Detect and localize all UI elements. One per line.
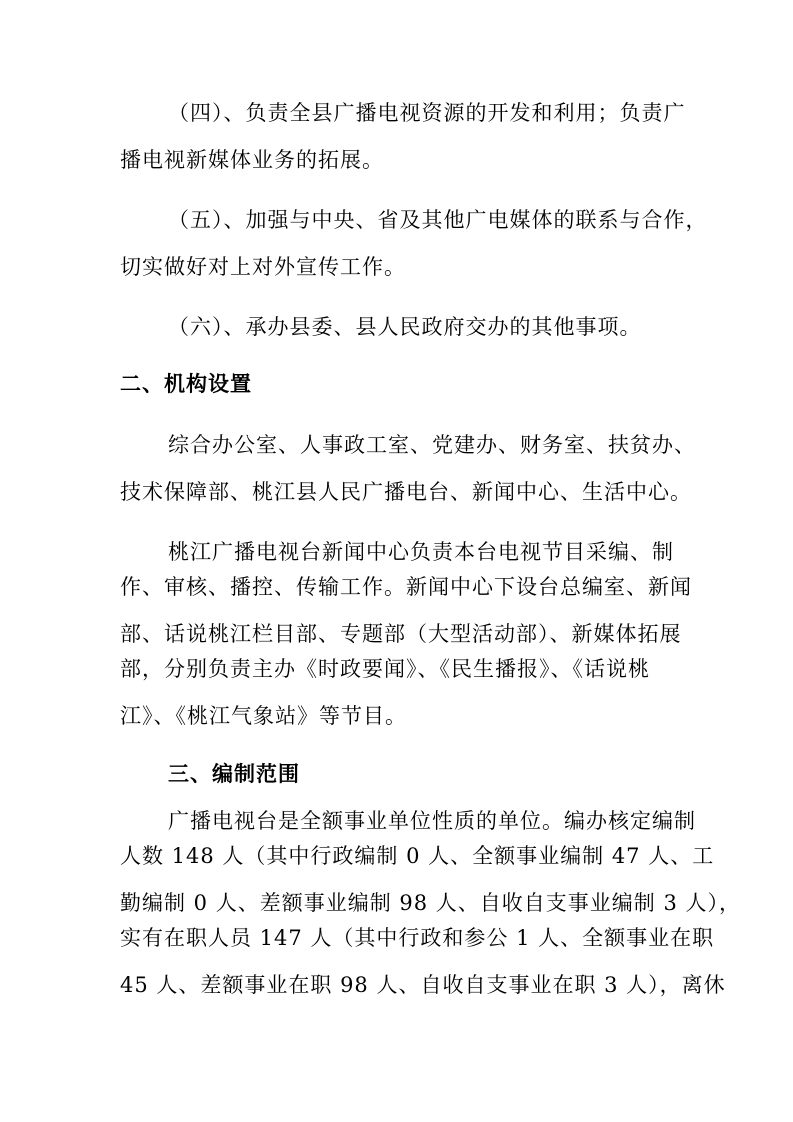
text-line: （五）、加强与中央、省及其他广电媒体的联系与合作，: [168, 208, 708, 232]
text-line: 技术保障部、桃江县人民广播电台、新闻中心、生活中心。: [120, 480, 692, 504]
text-line: 部，分别负责主办《时政要闻》、《民生播报》、《话说桃: [120, 657, 650, 681]
text-line: 45 人、差额事业在职 98 人、自收自支事业在职 3 人），离休: [120, 973, 726, 997]
text-line: 切实做好对上对外宣传工作。: [120, 255, 406, 279]
text-line: 综合办公室、人事政工室、党建办、财务室、扶贫办、: [168, 433, 696, 457]
text-line: 播电视新媒体业务的拓展。: [120, 148, 384, 172]
text-line: 江》、《桃江气象站》等节目。: [120, 704, 407, 728]
text-line: 勤编制 0 人、差额事业编制 98 人、自收自支事业编制 3 人），: [120, 891, 741, 915]
text-line: 作、审核、播控、传输工作。新闻中心下设台总编室、新闻: [120, 575, 692, 599]
text-line: 人数 148 人（其中行政编制 0 人、全额事业编制 47 人、工: [120, 844, 715, 868]
section-heading: 三、编制范围: [168, 762, 300, 786]
text-line: 广播电视台是全额事业单位性质的单位。编办核定编制: [168, 809, 696, 833]
text-line: （四）、负责全县广播电视资源的开发和利用；负责广: [168, 101, 686, 125]
text-line: 实有在职人员 147 人（其中行政和参公 1 人、全额事业在职: [120, 926, 715, 950]
text-line: （六）、承办县委、县人民政府交办的其他事项。: [168, 315, 642, 339]
text-line: 部、话说桃江栏目部、专题部（大型活动部）、新媒体拓展: [120, 622, 682, 646]
text-line: 桃江广播电视台新闻中心负责本台电视节目采编、制: [168, 540, 674, 564]
section-heading: 二、机构设置: [120, 372, 252, 396]
